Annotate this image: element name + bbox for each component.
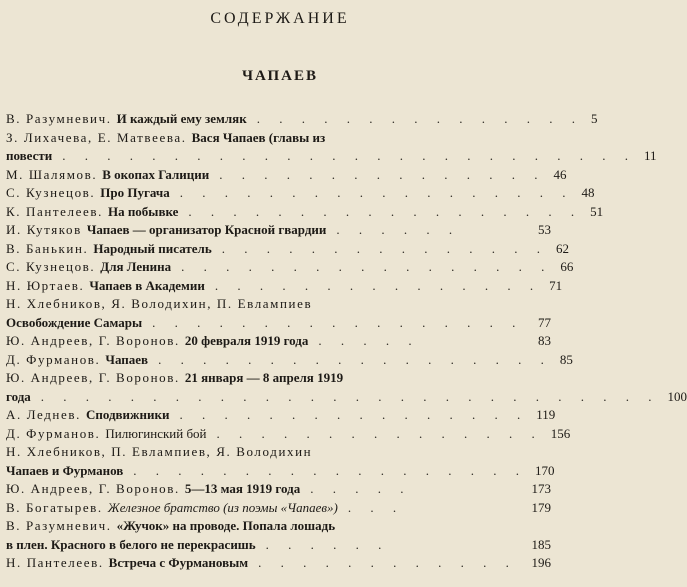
entry-title: 5—13 мая 1919 года: [184, 481, 301, 496]
entry-page: 100: [667, 388, 687, 404]
leader-dots: . . . . . .: [336, 222, 461, 237]
entry-title: Народный писатель: [93, 240, 212, 256]
entry-title: И каждый ему земляк: [116, 111, 247, 126]
leader-dots: . . . . . . . . . . . . . . . . . .: [179, 185, 574, 200]
entry-title: Встреча с Фурмановым: [108, 555, 249, 570]
entry-page: 156: [550, 425, 571, 441]
leader-dots: . . . . . . . . . . . . . . . .: [179, 407, 529, 422]
entry-page: 53: [538, 222, 551, 237]
entry-title: 20 февраля 1919 года: [184, 333, 309, 348]
entry-author: Ю. Андреев, Г. Воронов.: [6, 481, 180, 496]
entry-author: К. Пантелеев.: [6, 203, 103, 219]
entry-title: Для Ленина: [100, 259, 172, 274]
entry-page: 71: [549, 277, 563, 293]
entry-author: С. Кузнецов.: [6, 185, 96, 200]
toc-entry: [6, 129, 657, 166]
entry-title: Вася Чапаев (главы из: [191, 129, 326, 145]
entry-page: 51: [590, 203, 604, 219]
entry-title: Освобождение Самары: [6, 314, 143, 330]
entry-author: Ю. Андреев, Г. Воронов.: [6, 370, 180, 385]
section-heading: ЧАПАЕВ: [242, 68, 318, 84]
toc-entry: [6, 517, 551, 554]
entry-page: 11: [644, 148, 657, 163]
entry-title: Пилюгинский бой: [105, 425, 207, 441]
leader-dots: . . .: [347, 499, 405, 515]
toc-entry: [6, 480, 551, 499]
toc-entry: [6, 203, 604, 222]
leader-dots: . . . . . . . . . . . . . . . . . .: [188, 203, 583, 219]
leader-dots: . . . . . . . . . . . .: [258, 555, 517, 570]
leader-dots: . . . . . . . . . . . . . . . . .: [181, 259, 553, 274]
toc-entry: [6, 443, 555, 480]
entry-author: В. Разумневич.: [6, 518, 112, 533]
entry-author: В. Богатырев.: [6, 499, 103, 515]
entry-page: 179: [531, 499, 551, 515]
entry-page: 77: [538, 314, 551, 330]
entry-page: 196: [531, 555, 551, 570]
leader-dots: . . . . . . . . . . . . . . .: [214, 277, 542, 293]
entry-page: 46: [553, 166, 567, 182]
entry-title: 21 января — 8 апреля 1919: [184, 370, 344, 385]
toc-entry: [6, 554, 551, 573]
toc-entry: [6, 351, 573, 370]
leader-dots: . . . . . . . . . . . . . . .: [256, 111, 583, 126]
entry-author: Н. Хлебников, П. Евлампиев, Я. Володихин: [6, 444, 313, 459]
entry-title: Чапаев — организатор Красной гвардии: [86, 222, 327, 237]
entry-title: «Жучок» на проводе. Попала лошадь: [116, 518, 336, 533]
entry-title-continued: в плен. Красного в белого не перекрасишь: [6, 536, 256, 552]
toc-entry: [6, 110, 598, 129]
entry-page: 173: [531, 481, 551, 496]
entry-author: С. Кузнецов.: [6, 259, 96, 274]
entry-title: На побывке: [107, 203, 179, 219]
entry-page: 83: [538, 333, 551, 348]
leader-dots: . . . . . . . . . . . . . . . . . .: [158, 351, 552, 367]
entry-page: 170: [535, 462, 555, 478]
leader-dots: . . . . . . . . . . . . . . .: [219, 166, 546, 182]
leader-dots: . . . . .: [310, 481, 412, 496]
entry-page: 48: [581, 185, 595, 200]
entry-title: Сподвижники: [85, 407, 170, 422]
entry-page: 85: [559, 351, 573, 367]
entry-author: Д. Фурманов.: [6, 425, 101, 441]
toc-entry: [6, 499, 551, 518]
entry-title: В окопах Галиции: [102, 166, 210, 182]
entry-author: Д. Фурманов.: [6, 351, 101, 367]
entry-author: В. Разумневич.: [6, 111, 112, 126]
entry-author: Н. Юртаев.: [6, 277, 85, 293]
toc-entry: [6, 184, 595, 203]
contents-heading: СОДЕРЖАНИЕ: [210, 10, 350, 27]
entry-title: Чапаев и Фурманов: [6, 462, 124, 478]
entry-page: 119: [536, 407, 556, 422]
entry-title-continued: повести: [6, 148, 53, 163]
toc-entry: [6, 240, 569, 259]
entry-title: Чапаев в Академии: [89, 277, 205, 293]
toc-entry: [6, 406, 556, 425]
entry-page: 62: [555, 240, 569, 256]
toc-entry: [6, 332, 551, 351]
entry-author: М. Шалямов.: [6, 166, 98, 182]
entry-author: Ю. Андреев, Г. Воронов.: [6, 333, 180, 348]
leader-dots: . . . . . .: [265, 536, 390, 552]
leader-dots: . . . . . . . . . . . . . . . . . . . . . . . . . .: [62, 148, 637, 163]
toc-entry: [6, 258, 574, 277]
entry-page: 185: [531, 536, 551, 552]
entry-title-continued: года: [6, 388, 31, 404]
entry-author: И. Кутяков: [6, 222, 82, 237]
toc-entry: [6, 277, 563, 296]
leader-dots: . . . . . . . . . . . . . . .: [216, 425, 543, 441]
leader-dots: . . . . .: [318, 333, 420, 348]
entry-author: А. Леднев.: [6, 407, 81, 422]
entry-title: Чапаев: [105, 351, 149, 367]
entry-author: Н. Хлебников, Я. Володихин, П. Евлампиев: [6, 296, 313, 311]
entry-author: Н. Пантелеев.: [6, 555, 104, 570]
toc-entry: [6, 369, 687, 406]
entry-page: 5: [590, 111, 598, 126]
leader-dots: . . . . . . . . . . . . . . . . .: [152, 314, 524, 330]
toc-entry: [6, 295, 551, 332]
entry-title: Про Пугача: [100, 185, 170, 200]
entry-page: 66: [560, 259, 574, 274]
toc-entry: [6, 425, 571, 444]
entry-author: В. Банькин.: [6, 240, 89, 256]
leader-dots: . . . . . . . . . . . . . . . . . . . . . . . . . . . .: [40, 388, 660, 404]
entry-title: Железное братство (из поэмы «Чапаев»): [107, 499, 338, 515]
leader-dots: . . . . . . . . . . . . . . .: [221, 240, 548, 256]
table-of-contents: [6, 110, 687, 573]
toc-entry: [6, 221, 551, 240]
toc-entry: [6, 166, 567, 185]
leader-dots: . . . . . . . . . . . . . . . . . .: [133, 462, 528, 478]
entry-author: З. Лихачева, Е. Матвеева.: [6, 129, 187, 145]
